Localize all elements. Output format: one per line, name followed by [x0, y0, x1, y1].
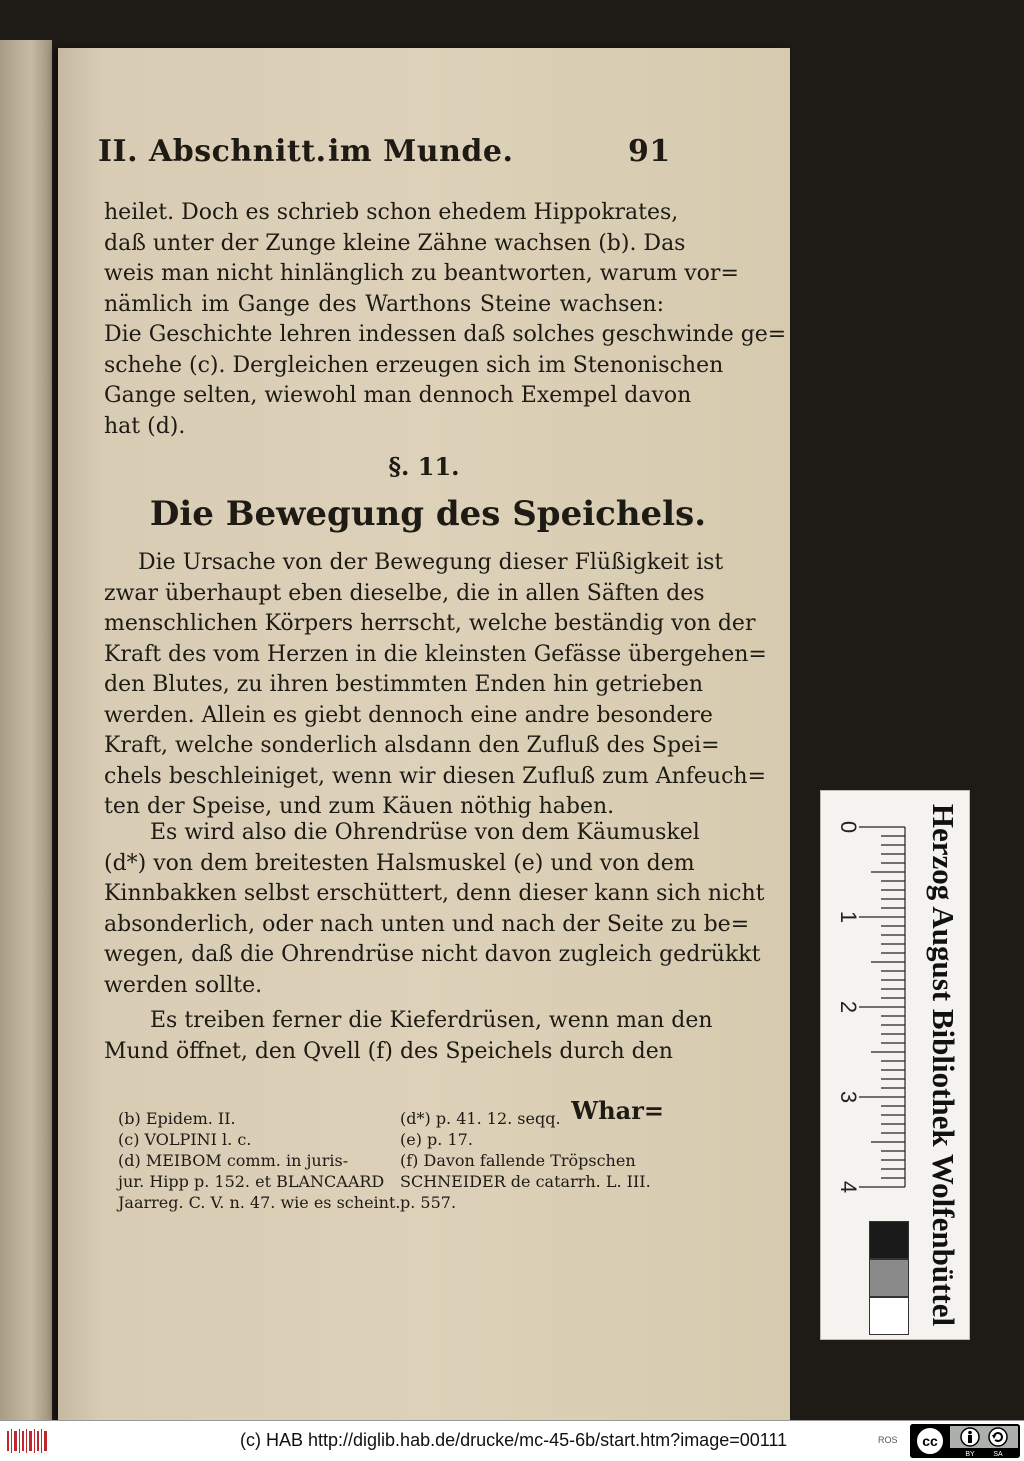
- paragraph-1: [104, 198, 787, 442]
- text-line: Gange selten, wiewohl man dennoch Exempel davon: [104, 383, 692, 408]
- text-line: werden. Allein es giebt dennoch eine andre besondere: [104, 702, 713, 728]
- paragraph-3: [104, 818, 765, 1001]
- text-line: Kraft des vom Herzen in die kleinsten Gefässe übergehen=: [104, 641, 767, 667]
- text-line: zwar überhaupt eben dieselbe, die in allen Säften des: [104, 580, 705, 606]
- footer-bar: [0, 1420, 1024, 1461]
- ruler-number: 1: [836, 910, 861, 924]
- text-line: absonderlich, oder nach unten und nach der Seite zu be=: [104, 911, 750, 937]
- paragraph-4: [104, 1006, 713, 1067]
- book-page: [58, 48, 790, 1420]
- footnote: SCHNEIDER de catarrh. L. III.: [400, 1172, 651, 1191]
- text-line: den Blutes, zu ihren bestimmten Enden hin getrieben: [104, 672, 704, 697]
- text-line: chels beschleiniget, wenn wir diesen Zufluß zum Anfeuch=: [104, 763, 767, 789]
- running-head-title: im Munde.: [328, 134, 514, 169]
- section-number: §. 11.: [388, 452, 460, 481]
- text-line: weis man nicht hinlänglich zu beantworten, warum vor=: [104, 261, 739, 286]
- centimeter-ruler: [827, 805, 911, 1205]
- footnotes-left-column: [118, 1108, 408, 1213]
- text-line: wegen, daß die Ohrendrüse nicht davon zugleich gedrükkt: [104, 942, 761, 967]
- cc-by-sa-icon[interactable]: [910, 1424, 1020, 1458]
- text-line: Die Ursache von der Bewegung dieser Flüßigkeit ist: [138, 550, 724, 575]
- footnote: (d*) p. 41. 12. seqq.: [400, 1109, 561, 1128]
- footnote: (b) Epidem. II.: [118, 1109, 236, 1128]
- ruler-number: 0: [836, 820, 861, 834]
- footnote: Jaarreg. C. V. n. 47. wie es scheint.: [118, 1193, 401, 1212]
- text-line: schehe (c). Dergleichen erzeugen sich im Stenonischen: [104, 352, 724, 378]
- text-line: daß unter der Zunge kleine Zähne wachsen (b). Das: [104, 230, 686, 256]
- gray-swatches: [869, 1221, 909, 1333]
- svg-text:BY: BY: [965, 1451, 975, 1458]
- footnote: jur. Hipp p. 152. et BLANCAARD: [118, 1172, 385, 1191]
- footnote: (f) Davon fallende Tröpschen: [400, 1151, 636, 1170]
- text-line: Kinnbakken selbst erschüttert, denn dieser kann sich nicht: [104, 881, 765, 906]
- barcode-icon: [6, 1427, 48, 1455]
- text-line: (d*) von dem breitesten Halsmuskel (e) und von dem: [104, 850, 695, 876]
- footnotes: [118, 1108, 678, 1228]
- citation-link[interactable]: (c) HAB http://diglib.hab.de/drucke/mc-45-6b/start.htm?image=00111: [240, 1430, 788, 1450]
- text-line: heilet. Doch es schrieb schon ehedem Hippokrates,: [104, 200, 679, 225]
- text-line: hat (d).: [104, 413, 186, 439]
- small-mark: ROS: [878, 1435, 898, 1445]
- running-head-section: II. Abschnitt.: [98, 134, 327, 169]
- gray-swatch-mid: [869, 1259, 909, 1297]
- ruler-number: 2: [836, 1000, 861, 1014]
- text-line: Die Geschichte lehren indessen daß solches geschwinde ge=: [104, 322, 787, 347]
- footnote: (d) MEIBOM comm. in juris-: [118, 1151, 349, 1170]
- section-title: Die Bewegung des Speichels.: [149, 494, 707, 534]
- gray-swatch-light: [869, 1297, 909, 1335]
- footnotes-right-column: [400, 1108, 690, 1213]
- running-head: [98, 126, 671, 176]
- previous-page-edge: [0, 40, 52, 1420]
- paragraph-2: [104, 548, 767, 823]
- text-line: Es wird also die Ohrendrüse von dem Käumuskel: [150, 820, 700, 845]
- footnote: p. 557.: [400, 1193, 457, 1212]
- library-name: Herzog August Bibliothek Wolfenbüttel: [926, 803, 961, 1327]
- ruler-number: 3: [836, 1090, 861, 1104]
- svg-text:SA: SA: [993, 1451, 1003, 1458]
- svg-text:cc: cc: [922, 1433, 938, 1449]
- text-line: ten der Speise, und zum Käuen nöthig haben.: [104, 794, 615, 819]
- text-line: nämlich im Gange des Warthons Steine wachsen:: [104, 291, 664, 317]
- text-line: menschlichen Körpers herrscht, welche beständig von der: [104, 611, 756, 636]
- ruler-number: 4: [836, 1180, 861, 1194]
- text-line: werden sollte.: [104, 972, 263, 998]
- text-line: Es treiben ferner die Kieferdrüsen, wenn man den: [150, 1008, 713, 1033]
- color-scale-card: [820, 790, 970, 1340]
- text-line: Kraft, welche sonderlich alsdann den Zufluß des Spei=: [104, 733, 720, 758]
- page-number: 91: [628, 134, 671, 169]
- footnote: (e) p. 17.: [400, 1130, 473, 1149]
- footnote: (c) VOLPINI l. c.: [118, 1130, 252, 1149]
- gray-swatch-dark: [869, 1221, 909, 1259]
- text-line: Mund öffnet, den Qvell (f) des Speichels durch den: [104, 1038, 673, 1064]
- catchword: Whar=: [571, 1096, 664, 1125]
